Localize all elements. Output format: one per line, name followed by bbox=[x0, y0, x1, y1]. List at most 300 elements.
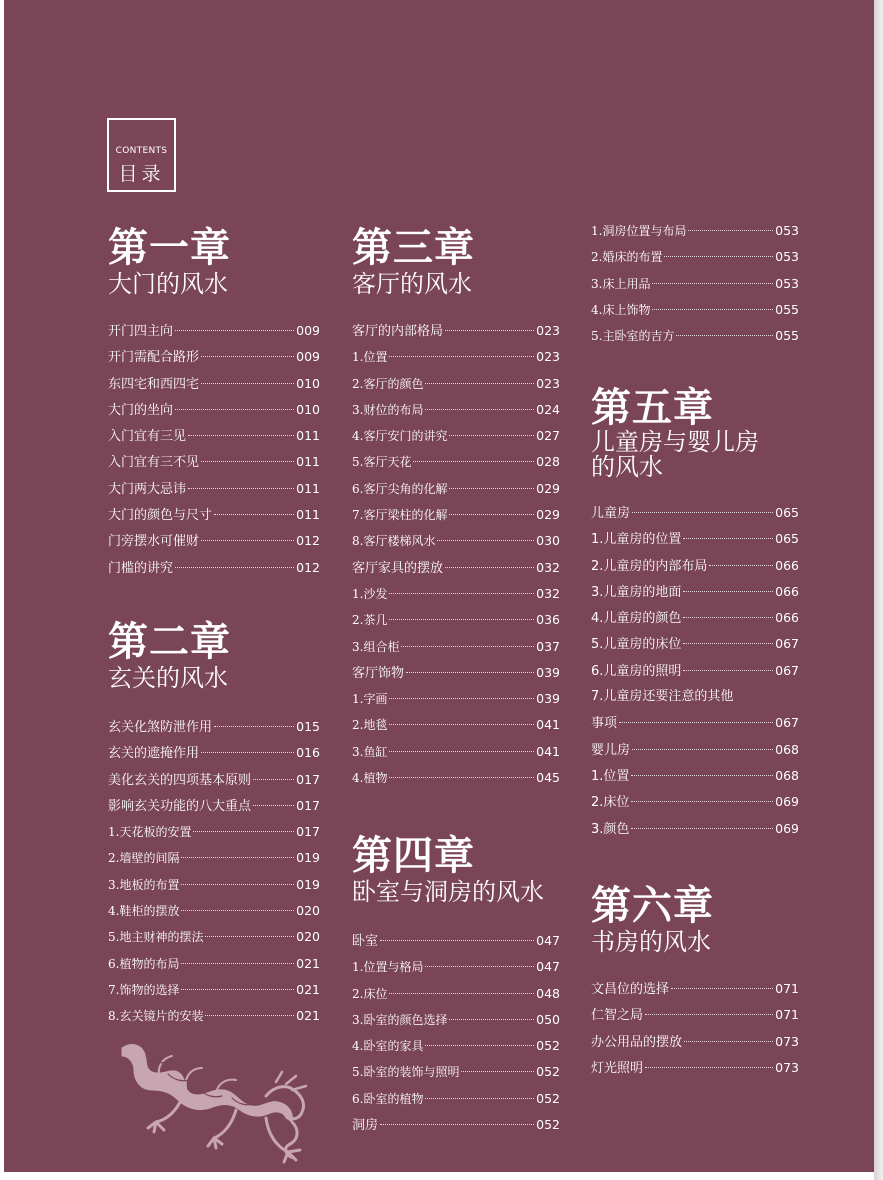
toc-entry[interactable] bbox=[591, 244, 799, 270]
toc-entry[interactable] bbox=[352, 449, 560, 475]
dot-leader bbox=[619, 722, 773, 723]
chapter-title: 第一章 bbox=[108, 224, 231, 271]
chapter-title: 第五章 bbox=[591, 384, 714, 431]
chapter-subtitle: 卧室与洞房的风水 bbox=[352, 878, 544, 906]
toc-entry[interactable] bbox=[108, 1003, 320, 1029]
toc-page bbox=[4, 0, 874, 1172]
dot-leader bbox=[709, 565, 773, 566]
chapter-subtitle bbox=[591, 430, 799, 480]
dot-leader bbox=[437, 540, 534, 541]
toc-entry[interactable] bbox=[352, 1059, 560, 1085]
toc-page-number: 067 bbox=[775, 636, 799, 652]
dot-leader bbox=[645, 1014, 773, 1015]
toc-entry[interactable] bbox=[591, 605, 799, 631]
toc-entry[interactable] bbox=[591, 976, 799, 1002]
dot-leader bbox=[683, 617, 773, 618]
dot-leader bbox=[389, 356, 534, 357]
chapter-entries bbox=[591, 500, 799, 842]
chapter-6 bbox=[591, 884, 799, 1081]
toc-entry-label: 1.位置与格局 bbox=[352, 960, 424, 975]
toc-entry[interactable] bbox=[108, 872, 320, 898]
dot-leader bbox=[214, 726, 294, 727]
toc-page-number: 021 bbox=[296, 955, 320, 971]
toc-entry-label: 办公用品的摆放 bbox=[591, 1034, 683, 1050]
toc-entry-label: 6.客厅尖角的化解 bbox=[352, 481, 448, 496]
chapter-title: 第六章 bbox=[591, 882, 714, 929]
toc-entry-label: 4.卧室的家具 bbox=[352, 1039, 424, 1054]
toc-entry[interactable] bbox=[591, 1002, 799, 1028]
toc-entry[interactable] bbox=[108, 924, 320, 950]
dot-leader bbox=[389, 993, 534, 994]
toc-page-number: 039 bbox=[536, 664, 560, 680]
toc-entry[interactable] bbox=[591, 631, 799, 657]
toc-entry[interactable] bbox=[352, 739, 560, 765]
toc-entry-label: 灯光照明 bbox=[591, 1060, 644, 1076]
toc-entry-label: 6.植物的布局 bbox=[108, 956, 180, 971]
toc-entry[interactable] bbox=[108, 528, 320, 554]
toc-entry-label: 开门四主向 bbox=[108, 324, 174, 339]
dot-leader bbox=[181, 884, 294, 885]
toc-entry-label: 1.位置 bbox=[591, 768, 630, 784]
toc-entry[interactable] bbox=[591, 218, 799, 244]
dot-leader bbox=[425, 966, 534, 967]
toc-page-number: 047 bbox=[536, 959, 560, 975]
toc-entry-label: 入门宜有三不见 bbox=[108, 455, 200, 471]
toc-page-number: 052 bbox=[536, 1064, 560, 1080]
dot-leader bbox=[684, 1041, 773, 1042]
chapter-title: 第四章 bbox=[352, 832, 475, 879]
toc-entry[interactable] bbox=[352, 607, 560, 633]
toc-page-number: 017 bbox=[296, 797, 320, 813]
toc-page-number: 037 bbox=[536, 638, 560, 654]
toc-page-number: 053 bbox=[775, 275, 799, 291]
toc-page-number: 011 bbox=[296, 480, 320, 496]
toc-page-number: 017 bbox=[296, 771, 320, 787]
dot-leader bbox=[181, 989, 294, 990]
toc-entry[interactable] bbox=[108, 555, 320, 581]
dot-leader bbox=[449, 514, 534, 515]
toc-entry-label: 客厅家具的摆放 bbox=[352, 560, 444, 576]
toc-entry-label: 4.客厅安门的讲究 bbox=[352, 429, 448, 444]
dot-leader bbox=[401, 646, 534, 647]
toc-page-number: 067 bbox=[775, 662, 799, 678]
toc-entry[interactable] bbox=[591, 1055, 799, 1081]
toc-page-number: 019 bbox=[296, 850, 320, 866]
toc-entry-label: 门槛的讲究 bbox=[108, 560, 174, 576]
dot-leader bbox=[425, 383, 534, 384]
toc-entry-label: 4.床上饰物 bbox=[591, 302, 651, 317]
dot-leader bbox=[389, 619, 534, 620]
toc-entry[interactable] bbox=[352, 928, 560, 954]
toc-entry[interactable] bbox=[352, 1007, 560, 1033]
toc-entry-label: 客厅饰物 bbox=[352, 665, 405, 681]
contents-badge-en: CONTENTS bbox=[115, 146, 168, 156]
toc-entry-label: 3.颜色 bbox=[591, 821, 630, 837]
toc-page-number: 020 bbox=[296, 903, 320, 919]
dot-leader bbox=[175, 330, 294, 331]
toc-entry[interactable] bbox=[108, 977, 320, 1003]
contents-badge bbox=[107, 118, 176, 192]
dot-leader bbox=[205, 1015, 294, 1016]
toc-entry[interactable] bbox=[591, 816, 799, 842]
toc-entry[interactable] bbox=[591, 553, 799, 579]
dot-leader bbox=[425, 409, 534, 410]
toc-page-number: 023 bbox=[536, 323, 560, 338]
dot-leader bbox=[449, 435, 534, 436]
toc-entry-label: 3.床上用品 bbox=[591, 276, 651, 291]
toc-entry[interactable] bbox=[352, 954, 560, 980]
toc-entry-label: 1.洞房位置与布局 bbox=[591, 224, 687, 238]
toc-page-number: 052 bbox=[536, 1117, 560, 1133]
dot-leader bbox=[205, 936, 294, 937]
toc-entry-label: 4.鞋柜的摆放 bbox=[108, 904, 180, 919]
toc-entry[interactable] bbox=[108, 318, 320, 344]
toc-entry-label: 大门两大忌讳 bbox=[108, 481, 187, 497]
toc-page-number: 041 bbox=[536, 743, 560, 759]
toc-page-number: 021 bbox=[296, 1008, 320, 1024]
toc-page-number: 029 bbox=[536, 507, 560, 523]
toc-page-number: 036 bbox=[536, 612, 560, 628]
toc-entry[interactable] bbox=[108, 714, 320, 740]
dot-leader bbox=[425, 1045, 534, 1046]
toc-entry[interactable] bbox=[352, 1033, 560, 1059]
toc-page-number: 050 bbox=[536, 1011, 560, 1027]
dot-leader bbox=[380, 940, 534, 941]
toc-page-number: 055 bbox=[775, 328, 799, 344]
toc-entry[interactable] bbox=[591, 500, 799, 526]
toc-entry-label: 大门的颜色与尺寸 bbox=[108, 508, 213, 524]
dot-leader bbox=[193, 831, 294, 832]
toc-entry-label: 4.植物 bbox=[352, 771, 388, 786]
toc-entry[interactable] bbox=[108, 767, 320, 793]
toc-entry[interactable] bbox=[108, 397, 320, 423]
toc-entry-label: 3.组合柜 bbox=[352, 639, 400, 654]
toc-entry-label: 5.主卧室的吉方 bbox=[591, 329, 675, 344]
toc-entry[interactable] bbox=[352, 660, 560, 686]
chapter-entries bbox=[352, 928, 560, 1138]
toc-page-number: 052 bbox=[536, 1090, 560, 1106]
toc-page-number: 012 bbox=[296, 559, 320, 575]
toc-page-number: 068 bbox=[775, 741, 799, 757]
toc-page-number: 039 bbox=[536, 691, 560, 707]
toc-page-number: 055 bbox=[775, 301, 799, 317]
dot-leader bbox=[389, 698, 534, 699]
toc-entry[interactable] bbox=[108, 740, 320, 766]
toc-page-number: 011 bbox=[296, 454, 320, 470]
toc-entry[interactable] bbox=[352, 502, 560, 528]
dot-leader bbox=[201, 383, 294, 384]
chapter-entries bbox=[352, 318, 560, 791]
toc-page-number: 023 bbox=[536, 349, 560, 365]
toc-page-number: 053 bbox=[775, 223, 799, 238]
toc-entry[interactable] bbox=[108, 371, 320, 397]
dot-leader bbox=[253, 779, 294, 780]
dot-leader bbox=[683, 670, 773, 671]
toc-page-number: 047 bbox=[536, 933, 560, 948]
dot-leader bbox=[631, 828, 773, 829]
toc-entry[interactable] bbox=[591, 710, 799, 736]
toc-entry-label: 仁智之局 bbox=[591, 1008, 644, 1024]
toc-entry-label: 3.儿童房的地面 bbox=[591, 584, 682, 600]
toc-page-number: 015 bbox=[296, 719, 320, 734]
toc-entry[interactable] bbox=[591, 789, 799, 815]
dot-leader bbox=[671, 988, 773, 989]
toc-entry[interactable] bbox=[108, 845, 320, 871]
chapter-2 bbox=[108, 620, 320, 1030]
dot-leader bbox=[688, 230, 773, 231]
toc-entry[interactable] bbox=[591, 684, 799, 710]
toc-page-number: 065 bbox=[775, 531, 799, 547]
toc-entry-label: 门旁摆水可催财 bbox=[108, 534, 200, 550]
toc-page-number: 041 bbox=[536, 717, 560, 733]
contents-badge-zh: 目录 bbox=[118, 163, 165, 185]
toc-entry-label: 文昌位的选择 bbox=[591, 982, 670, 997]
toc-entry-label: 东四宅和西四宅 bbox=[108, 376, 200, 392]
toc-entry-label: 5.地主财神的摆法 bbox=[108, 930, 204, 945]
dot-leader bbox=[201, 356, 294, 357]
toc-page-number: 009 bbox=[296, 349, 320, 365]
dot-leader bbox=[652, 283, 773, 284]
toc-entry-label: 1.字画 bbox=[352, 692, 388, 707]
dot-leader bbox=[652, 309, 773, 310]
toc-entry[interactable] bbox=[352, 634, 560, 660]
toc-entry[interactable] bbox=[352, 712, 560, 738]
dot-leader bbox=[645, 1067, 773, 1068]
toc-page-number: 016 bbox=[296, 745, 320, 761]
toc-page-number: 009 bbox=[296, 323, 320, 338]
toc-entry[interactable] bbox=[108, 476, 320, 502]
dot-leader bbox=[406, 672, 534, 673]
dot-leader bbox=[683, 591, 773, 592]
toc-entry-label: 玄关化煞防泄作用 bbox=[108, 720, 213, 735]
toc-page-number: 028 bbox=[536, 454, 560, 470]
dot-leader bbox=[181, 857, 294, 858]
toc-entry-label: 3.地板的布置 bbox=[108, 877, 180, 892]
dot-leader bbox=[425, 1098, 534, 1099]
toc-entry-label: 5.客厅天花 bbox=[352, 455, 412, 470]
toc-entry[interactable] bbox=[591, 737, 799, 763]
toc-page-number: 069 bbox=[775, 820, 799, 836]
page-edge bbox=[874, 0, 883, 1180]
chapter-4-continued bbox=[591, 218, 799, 349]
toc-entry[interactable] bbox=[108, 449, 320, 475]
chapter-1 bbox=[108, 226, 320, 581]
toc-entry-label: 5.儿童房的床位 bbox=[591, 637, 682, 653]
toc-page-number: 010 bbox=[296, 401, 320, 417]
toc-page-number: 052 bbox=[536, 1038, 560, 1054]
toc-entry[interactable] bbox=[591, 763, 799, 789]
toc-page-number: 021 bbox=[296, 981, 320, 997]
chapter-entries bbox=[108, 318, 320, 581]
toc-entry-label: 2.墙壁的间隔 bbox=[108, 851, 180, 866]
dot-leader bbox=[188, 488, 294, 489]
toc-entry-label: 2.床位 bbox=[591, 795, 630, 811]
toc-entry-label: 开门需配合路形 bbox=[108, 350, 200, 366]
toc-page-number: 065 bbox=[775, 505, 799, 520]
toc-page-number: 068 bbox=[775, 767, 799, 783]
chapter-entries bbox=[591, 218, 799, 349]
toc-entry-label: 1.儿童房的位置 bbox=[591, 532, 682, 548]
dot-leader bbox=[445, 567, 534, 568]
chapter-subtitle-line1: 儿童房与婴儿房 bbox=[591, 428, 759, 456]
chapter-title: 第二章 bbox=[108, 618, 231, 665]
dot-leader bbox=[214, 514, 294, 515]
dot-leader bbox=[201, 540, 294, 541]
toc-entry[interactable] bbox=[591, 579, 799, 605]
toc-entry-label: 洞房 bbox=[352, 1118, 379, 1134]
toc-entry[interactable] bbox=[352, 371, 560, 397]
toc-page-number: 069 bbox=[775, 794, 799, 810]
toc-entry-label: 7.客厅梁柱的化解 bbox=[352, 508, 448, 523]
toc-entry[interactable] bbox=[352, 686, 560, 712]
toc-page-number: 023 bbox=[536, 375, 560, 391]
toc-entry-label: 入门宜有三见 bbox=[108, 429, 187, 445]
chapter-subtitle: 书房的风水 bbox=[591, 928, 711, 956]
toc-page-number: 024 bbox=[536, 401, 560, 417]
chapter-subtitle: 大门的风水 bbox=[108, 270, 228, 298]
toc-page-number: 032 bbox=[536, 559, 560, 575]
toc-page-number: 066 bbox=[775, 610, 799, 626]
dot-leader bbox=[389, 724, 534, 725]
toc-entry[interactable] bbox=[108, 502, 320, 528]
toc-entry-label: 2.茶几 bbox=[352, 613, 388, 628]
toc-page-number: 066 bbox=[775, 583, 799, 599]
toc-page-number: 066 bbox=[775, 557, 799, 573]
toc-entry-label: 3.财位的布局 bbox=[352, 402, 424, 417]
toc-entry-label: 2.地毯 bbox=[352, 718, 388, 733]
dot-leader bbox=[631, 801, 773, 802]
toc-entry-label: 儿童房 bbox=[591, 506, 631, 521]
toc-page-number: 030 bbox=[536, 533, 560, 549]
toc-entry-label: 大门的坐向 bbox=[108, 402, 174, 418]
toc-entry[interactable] bbox=[108, 344, 320, 370]
toc-page-number: 020 bbox=[296, 929, 320, 945]
toc-entry[interactable] bbox=[352, 423, 560, 449]
toc-entry[interactable] bbox=[591, 323, 799, 349]
toc-entry-label: 2.婚床的布置 bbox=[591, 250, 663, 265]
dot-leader bbox=[201, 752, 294, 753]
toc-entry[interactable] bbox=[352, 1112, 560, 1138]
dot-leader bbox=[389, 777, 534, 778]
toc-page-number: 067 bbox=[775, 715, 799, 731]
toc-entry-label: 2.儿童房的内部布局 bbox=[591, 558, 708, 574]
dot-leader bbox=[181, 963, 294, 964]
dot-leader bbox=[389, 593, 534, 594]
toc-page-number: 032 bbox=[536, 585, 560, 601]
dot-leader bbox=[449, 488, 534, 489]
toc-entry[interactable] bbox=[352, 397, 560, 423]
toc-entry-label: 玄关的遮掩作用 bbox=[108, 746, 200, 762]
dot-leader bbox=[461, 1071, 534, 1072]
toc-entry-label: 1.沙发 bbox=[352, 586, 388, 601]
toc-entry[interactable] bbox=[591, 1029, 799, 1055]
toc-entry[interactable] bbox=[352, 476, 560, 502]
dot-leader bbox=[175, 409, 294, 410]
toc-entry[interactable] bbox=[108, 951, 320, 977]
toc-entry-label: 影响玄关功能的八大重点 bbox=[108, 798, 252, 814]
dot-leader bbox=[449, 1019, 534, 1020]
toc-entry-label: 婴儿房 bbox=[591, 742, 631, 758]
toc-page-number: 012 bbox=[296, 533, 320, 549]
toc-page-number: 073 bbox=[775, 1033, 799, 1049]
toc-entry[interactable] bbox=[108, 793, 320, 819]
toc-page-number: 017 bbox=[296, 824, 320, 840]
toc-page-number: 011 bbox=[296, 428, 320, 444]
toc-entry[interactable] bbox=[352, 581, 560, 607]
chapter-entries bbox=[108, 714, 320, 1030]
dot-leader bbox=[683, 538, 773, 539]
toc-entry-label: 7.饰物的选择 bbox=[108, 982, 180, 997]
toc-page-number: 053 bbox=[775, 249, 799, 265]
toc-entry[interactable] bbox=[108, 423, 320, 449]
chapter-title: 第三章 bbox=[352, 224, 475, 271]
toc-entry[interactable] bbox=[591, 271, 799, 297]
toc-entry[interactable] bbox=[108, 819, 320, 845]
toc-entry-label: 6.卧室的植物 bbox=[352, 1091, 424, 1106]
toc-entry[interactable] bbox=[352, 981, 560, 1007]
toc-entry[interactable] bbox=[591, 297, 799, 323]
toc-page-number: 010 bbox=[296, 375, 320, 391]
toc-entry-label: 客厅的内部格局 bbox=[352, 324, 444, 339]
toc-entry-label: 6.儿童房的照明 bbox=[591, 663, 682, 679]
toc-entry[interactable] bbox=[352, 555, 560, 581]
dot-leader bbox=[188, 435, 294, 436]
toc-entry[interactable] bbox=[108, 898, 320, 924]
toc-entry-label: 3.鱼缸 bbox=[352, 744, 388, 759]
toc-page-number: 027 bbox=[536, 428, 560, 444]
toc-entry[interactable] bbox=[352, 528, 560, 554]
dot-leader bbox=[413, 461, 534, 462]
toc-page-number: 071 bbox=[775, 981, 799, 996]
toc-entry-label: 2.客厅的颜色 bbox=[352, 376, 424, 391]
toc-entry-label: 5.卧室的装饰与照明 bbox=[352, 1065, 460, 1080]
toc-entry[interactable] bbox=[591, 658, 799, 684]
dot-leader bbox=[445, 330, 534, 331]
toc-entry-label: 4.儿童房的颜色 bbox=[591, 611, 682, 627]
chapter-3 bbox=[352, 226, 560, 791]
dot-leader bbox=[380, 1124, 534, 1125]
dragon-illustration bbox=[116, 1038, 316, 1172]
toc-entry[interactable] bbox=[591, 526, 799, 552]
toc-entry[interactable] bbox=[352, 318, 560, 344]
toc-entry-label: 8.客厅楼梯风水 bbox=[352, 534, 436, 549]
toc-entry-label: 美化玄关的四项基本原则 bbox=[108, 772, 252, 788]
toc-page-number: 073 bbox=[775, 1059, 799, 1075]
toc-page-number: 011 bbox=[296, 507, 320, 523]
toc-page-number: 029 bbox=[536, 480, 560, 496]
dot-leader bbox=[683, 643, 773, 644]
dot-leader bbox=[631, 775, 773, 776]
toc-entry[interactable] bbox=[352, 765, 560, 791]
toc-entry-label: 卧室 bbox=[352, 934, 379, 949]
chapter-subtitle-line2: 的风水 bbox=[591, 453, 663, 481]
dot-leader bbox=[181, 910, 294, 911]
toc-page-number: 019 bbox=[296, 876, 320, 892]
toc-entry[interactable] bbox=[352, 1086, 560, 1112]
chapter-entries bbox=[591, 976, 799, 1081]
dot-leader bbox=[253, 805, 294, 806]
toc-entry-label: 8.玄关镜片的安装 bbox=[108, 1009, 204, 1024]
toc-entry[interactable] bbox=[352, 344, 560, 370]
toc-entry-label: 1.位置 bbox=[352, 350, 388, 365]
toc-entry-label: 事项 bbox=[591, 716, 618, 732]
dot-leader bbox=[632, 512, 773, 513]
toc-entry-label: 3.卧室的颜色选择 bbox=[352, 1012, 448, 1027]
chapter-5 bbox=[591, 386, 799, 842]
toc-entry-label: 7.儿童房还要注意的其他 bbox=[591, 689, 734, 705]
toc-page-number: 045 bbox=[536, 770, 560, 786]
dot-leader bbox=[676, 335, 773, 336]
